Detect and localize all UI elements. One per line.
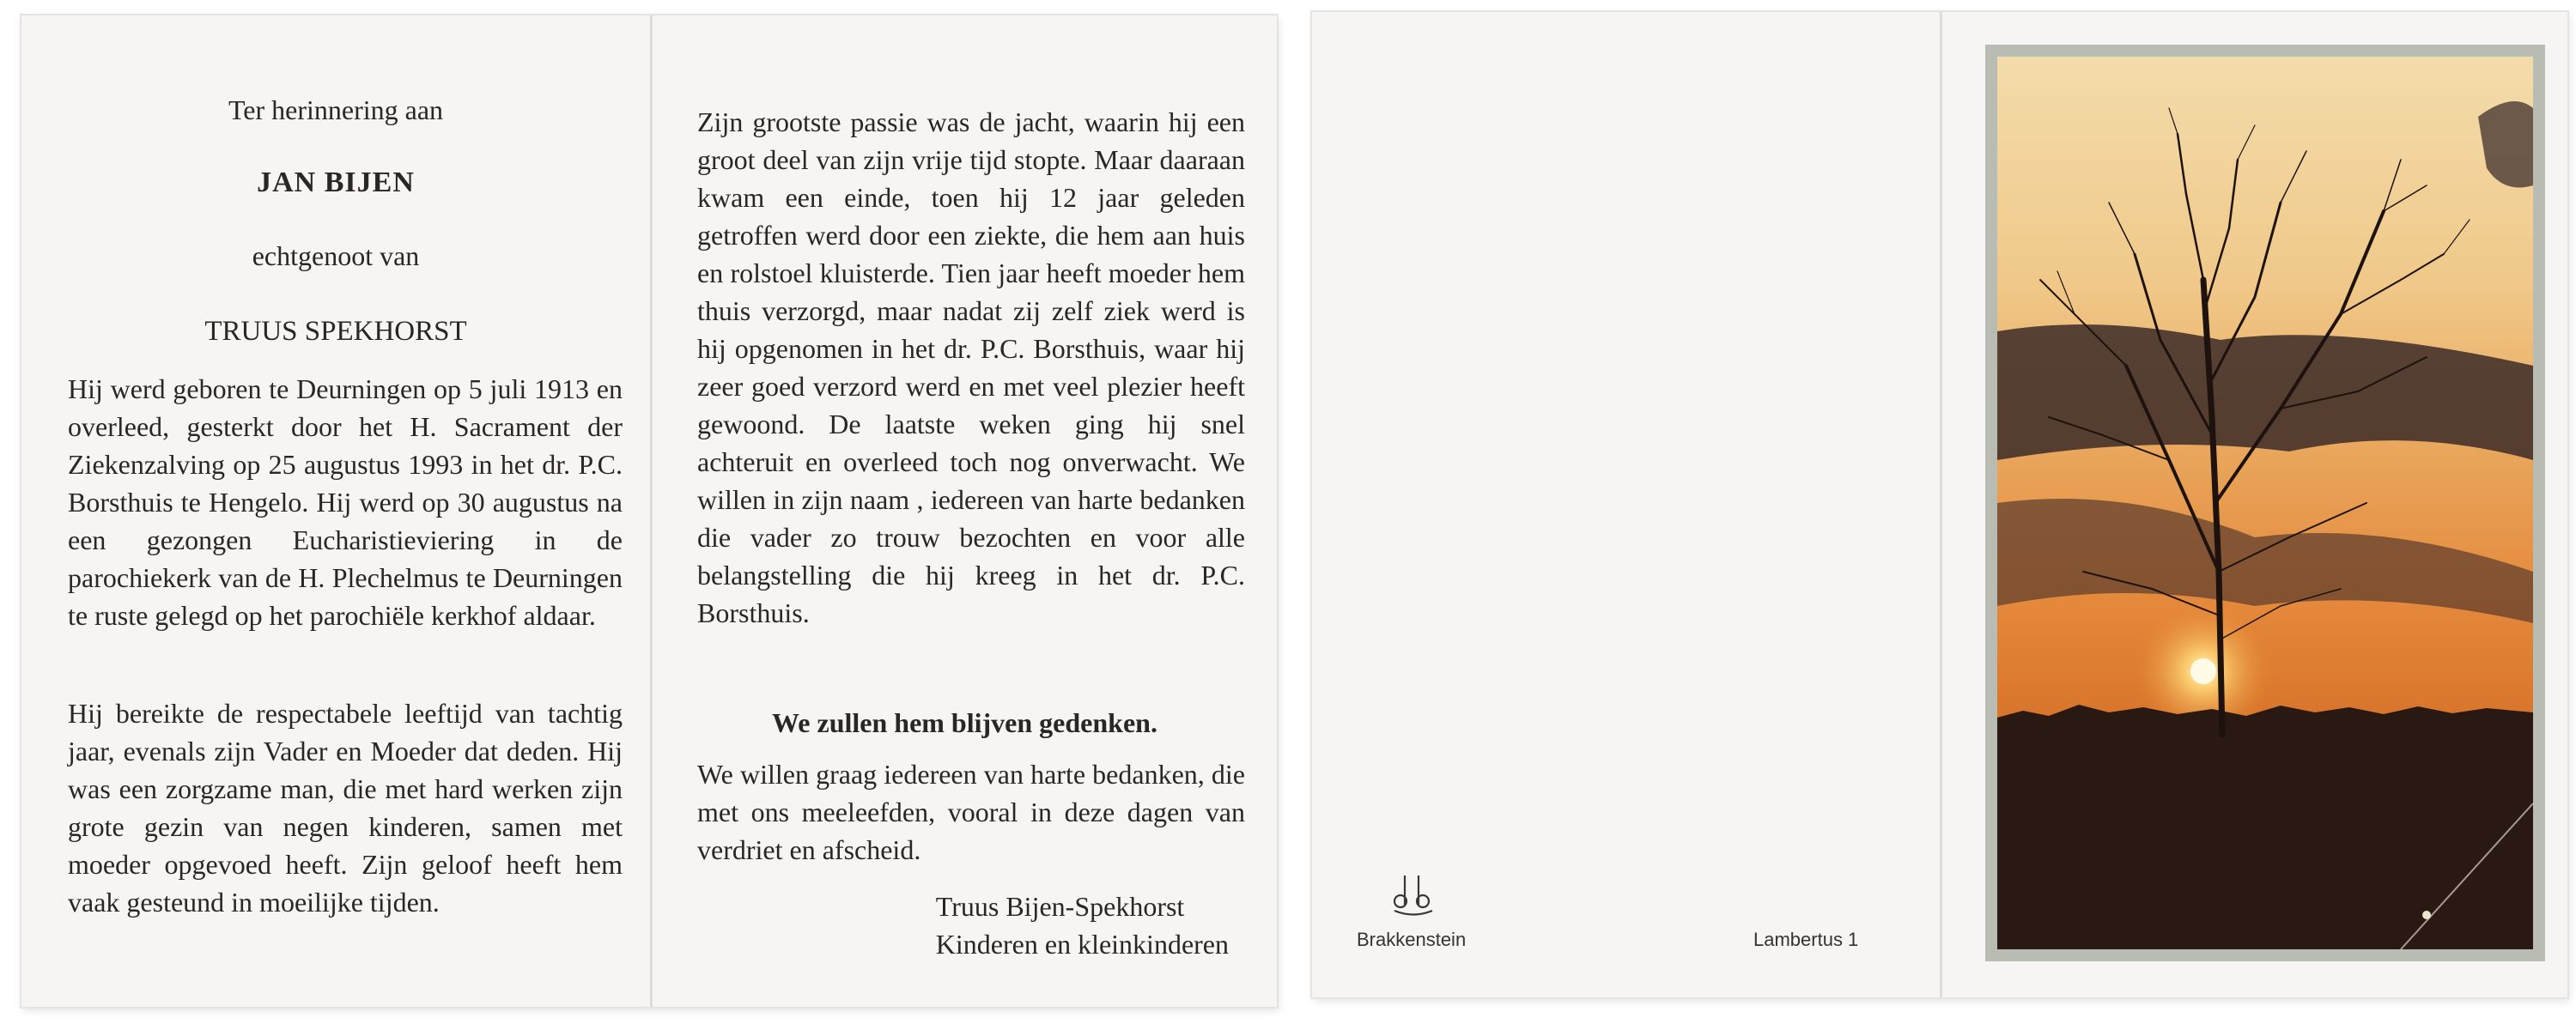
- thanks-paragraph: We willen graag iedereen van harte bedanken, die met ons meeleefden, vooral in deze dagen van verdriet en afscheid.: [697, 759, 1245, 865]
- signature-block: [936, 888, 1229, 963]
- signature-family: Kinderen en kleinkinderen: [935, 929, 1229, 960]
- publisher-name: Brakkenstein: [1357, 929, 1467, 950]
- sunset-photo: [1997, 57, 2533, 949]
- intro-line: Ter herinnering aan: [228, 94, 444, 125]
- left-inside-panel: [21, 15, 650, 1007]
- relation-line: echtgenoot van: [252, 240, 420, 271]
- photo-frame: [1985, 45, 2545, 961]
- character-paragraph: Hij bereikte de respectabele leeftijd van tachtig jaar, evenals zijn Vader en Moeder dat deden. Hij was een zorgzame man, die met hard werken zijn grote gezin van negen kinderen, samen met moeder opgevoed heeft. Zijn geloof heeft hem vaak gesteund in moeilijke tijden.: [68, 698, 623, 918]
- signature-spouse: Truus Bijen-Spekhorst: [935, 891, 1185, 922]
- remember-line: We zullen hem blijven gedenken.: [772, 707, 1157, 738]
- front-cover-panel: [1942, 12, 2567, 997]
- brakkenstein-logo-icon: [1389, 870, 1437, 918]
- deceased-name: JAN BIJEN: [257, 167, 415, 198]
- card-model-label: Lambertus 1: [1753, 929, 1859, 950]
- back-cover-panel: [1312, 12, 1940, 997]
- biography-paragraph: Hij werd geboren te Deurningen op 5 juli 1913 en overleed, gesterkt door het H. Sacrament der Ziekenzalving op 25 augustus 1993 in het dr. P.C. Borsthuis te Hengelo. Hij werd op 30 augustus na een gezongen Eucharistieviering in de parochiekerk van de H. Plechelmus te Deurningen te ruste gelegd op het parochiële kerkhof aldaar.: [68, 373, 623, 631]
- spouse-name: TRUUS SPEKHORST: [204, 316, 467, 347]
- sunset-tree-icon: [1997, 57, 2533, 949]
- right-inside-panel: [653, 15, 1277, 1007]
- memorial-card-cover: [1312, 12, 2567, 997]
- memorial-card-inside: [21, 15, 1277, 1007]
- passion-paragraph: Zijn grootste passie was de jacht, waarin hij een groot deel van zijn vrije tijd stopte. Maar daaraan kwam een einde, toen hij 12 jaar geleden getroffen werd door een ziekte, die hem aan huis en rolstoel kluisterde. Tien jaar heeft moeder hem thuis verzorgd, maar nadat zij zelf ziek werd is hij opgenomen in het dr. P.C. Borsthuis, waar hij zeer goed verzord werd en met veel plezier heeft gewoond. De laatste weken ging hij snel achteruit en overleed toch nog onverwacht. We willen in zijn naam , iedereen van harte bedanken die vader zo trouw bezochten en voor alle belangstelling die hij kreeg in het dr. P.C. Borsthuis.: [697, 106, 1245, 628]
